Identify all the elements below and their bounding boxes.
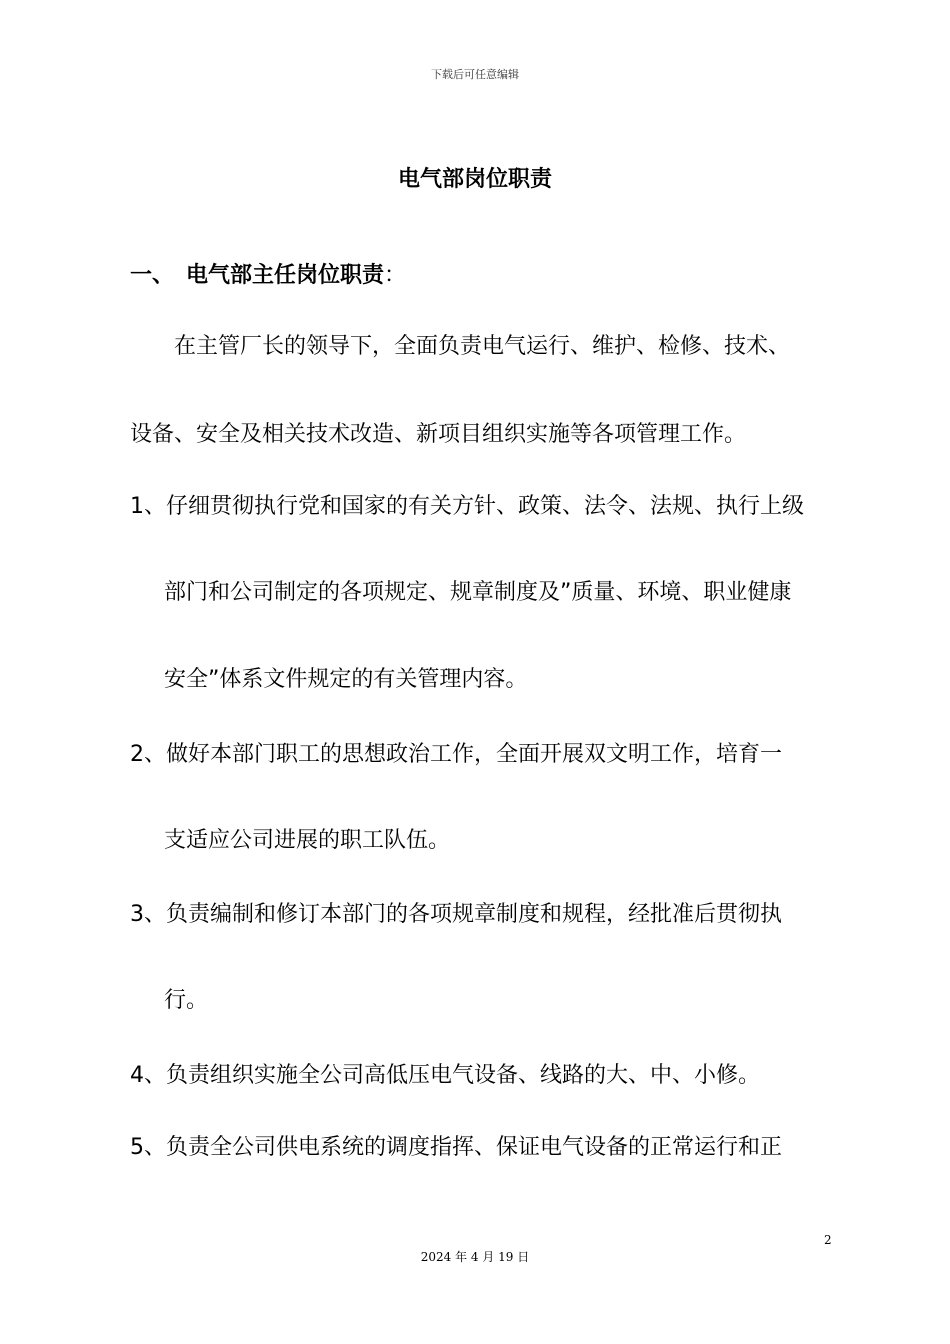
item-1-line-3: 安全”体系文件规定的有关管理内容。 (164, 667, 528, 692)
section-number: 一、 (130, 263, 175, 288)
intro-line-1: 在主管厂长的领导下，全面负责电气运行、维护、检修、技术、 (174, 334, 791, 359)
page-number: 2 (824, 1233, 832, 1247)
document-title: 电气部岗位职责 (397, 167, 552, 192)
item-5-line-1: 5、负责全公司供电系统的调度指挥、保证电气设备的正常运行和正 (130, 1135, 782, 1160)
item-1-line-2: 部门和公司制定的各项规定、规章制度及”质量、环境、职业健康 (164, 580, 792, 605)
section-heading (130, 258, 406, 289)
section-title: 电气部主任岗位职责 (186, 263, 385, 288)
item-4-line-1: 4、负责组织实施全公司高低压电气设备、线路的大、中、小修。 (130, 1063, 760, 1088)
footer-date: 2024 年 4 月 19 日 (420, 1250, 530, 1264)
section-colon: ： (384, 263, 407, 288)
intro-line-2: 设备、安全及相关技术改造、新项目组织实施等各项管理工作。 (130, 422, 747, 447)
item-2-line-1: 2、做好本部门职工的思想政治工作，全面开展双文明工作，培育一 (130, 742, 782, 767)
item-1-line-1: 1、仔细贯彻执行党和国家的有关方针、政策、法令、法规、执行上级 (130, 494, 804, 519)
item-2-line-2: 支适应公司进展的职工队伍。 (164, 828, 451, 853)
header-note: 下载后可任意编辑 (431, 68, 519, 81)
item-3-line-1: 3、负责编制和修订本部门的各项规章制度和规程，经批准后贯彻执 (130, 902, 782, 927)
item-3-line-2: 行。 (164, 988, 209, 1013)
